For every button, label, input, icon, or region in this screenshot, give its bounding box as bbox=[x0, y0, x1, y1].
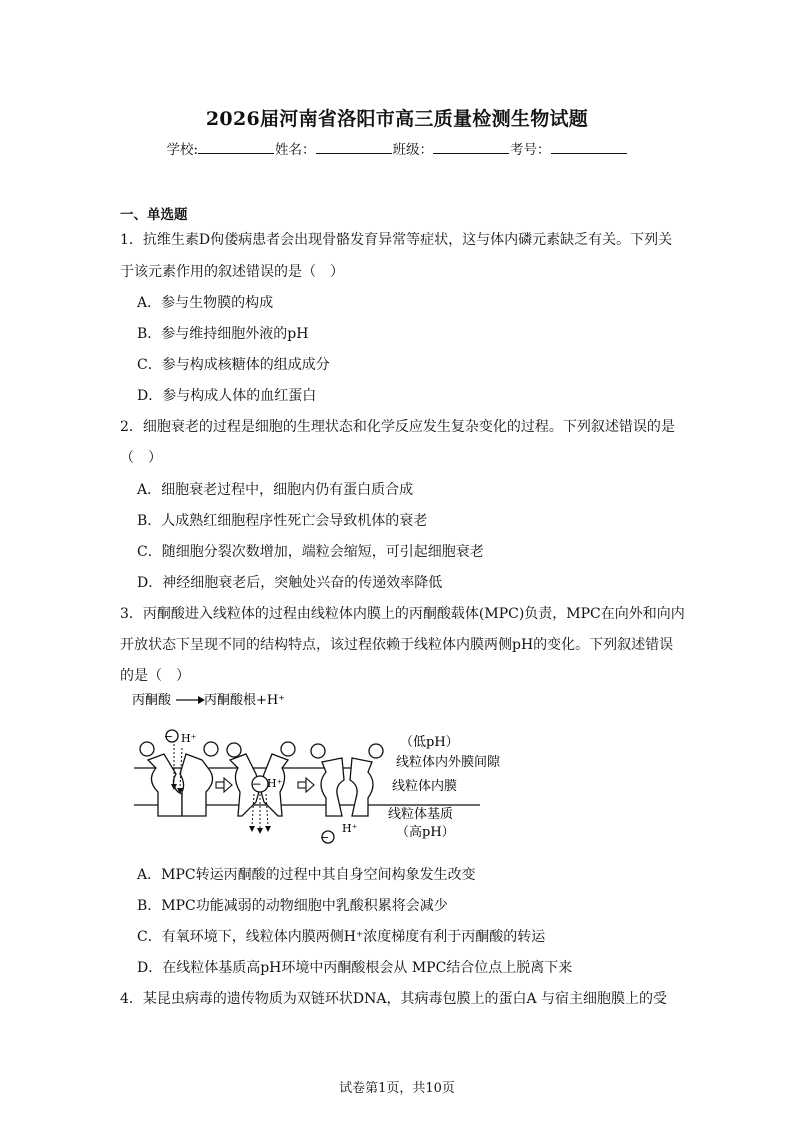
q2-option-a: A．细胞衰老过程中，细胞内仍有蛋白质合成 bbox=[137, 482, 414, 498]
number-blank bbox=[551, 141, 627, 154]
q3-stem-line2: 开放状态下呈现不同的结构特点，该过程依赖于线粒体内膜两侧pH的变化。下列叙述错误 bbox=[120, 637, 674, 653]
transition-arrow-1 bbox=[216, 778, 232, 792]
q3-stem-line3: 的是（ ） bbox=[120, 668, 190, 684]
matrix-label: 线粒体基质 bbox=[388, 807, 454, 822]
q2-option-c: C．随细胞分裂次数增加，端粒会缩短，可引起细胞衰老 bbox=[137, 544, 484, 560]
q3-stem-line1: 3．丙酮酸进入线粒体的过程由线粒体内膜上的丙酮酸载体(MPC)负责，MPC在向外和向内 bbox=[120, 606, 685, 622]
high-ph-label: （高pH） bbox=[396, 825, 455, 840]
q3-option-b: B．MPC功能减弱的动物细胞中乳酸积累将会减少 bbox=[137, 898, 448, 914]
q1-stem-line2: 于该元素作用的叙述错误的是（ ） bbox=[120, 264, 344, 280]
minus-sign-3: − bbox=[319, 831, 330, 844]
q3-option-c: C．有氧环境下，线粒体内膜两侧H⁺浓度梯度有利于丙酮酸的转运 bbox=[137, 929, 546, 945]
low-ph-label: （低pH） bbox=[400, 735, 459, 750]
q3-option-a: A．MPC转运丙酮酸的过程中其自身空间构象发生改变 bbox=[137, 867, 476, 883]
h-plus-label-top: H⁺ bbox=[181, 732, 197, 745]
inner-membrane-label: 线粒体内膜 bbox=[392, 779, 458, 794]
q1-option-d: D．参与构成人体的血红蛋白 bbox=[137, 388, 317, 404]
name-blank bbox=[316, 141, 392, 154]
minus-sign-1: − bbox=[163, 730, 174, 743]
student-info-row bbox=[0, 138, 794, 158]
intermembrane-space-label: 线粒体内外膜间隙 bbox=[396, 755, 501, 770]
h-plus-label-middle: H⁺ bbox=[267, 777, 283, 790]
page-title: 2026届河南省洛阳市高三质量检测生物试题 bbox=[205, 108, 589, 130]
number-label: 考号： bbox=[510, 142, 551, 158]
q1-stem-line1: 1．抗维生素D佝偻病患者会出现骨骼发育异常等症状，这与体内磷元素缺乏有关。下列关 bbox=[120, 232, 673, 248]
q2-stem-line1: 2．细胞衰老的过程是细胞的生理状态和化学反应发生复杂变化的过程。下列叙述错误的是 bbox=[120, 419, 675, 435]
reaction-left-label: 丙酮酸 bbox=[132, 693, 172, 708]
name-label: 姓名： bbox=[275, 142, 316, 158]
q1-option-b: B．参与维持细胞外液的pH bbox=[137, 326, 309, 342]
h-plus-label-bottom: H⁺ bbox=[342, 822, 358, 835]
school-blank bbox=[198, 141, 274, 154]
mpc-transport-diagram bbox=[120, 688, 520, 848]
q2-stem-line2: （ ） bbox=[120, 450, 162, 466]
minus-sign-2: − bbox=[251, 777, 262, 791]
page-footer: 试卷第1页，共10页 bbox=[339, 1081, 455, 1096]
q1-option-a: A．参与生物膜的构成 bbox=[137, 295, 274, 311]
q4-stem-line1: 4．某昆虫病毒的遗传物质为双链环状DNA，其病毒包膜上的蛋白A 与宿主细胞膜上的受 bbox=[120, 991, 668, 1007]
transition-arrow-2 bbox=[298, 778, 314, 792]
school-label: 学校: bbox=[166, 142, 199, 158]
mpc-carrier-outward bbox=[140, 730, 218, 816]
q1-option-c: C．参与构成核糖体的组成成分 bbox=[137, 357, 330, 373]
class-label: 班级： bbox=[392, 142, 434, 158]
reaction-right-label: 丙酮酸根+H⁺ bbox=[204, 693, 286, 708]
q2-option-b: B．人成熟红细胞程序性死亡会导致机体的衰老 bbox=[137, 513, 428, 529]
q3-option-d: D．在线粒体基质高pH环境中丙酮酸根会从 MPC结合位点上脱离下来 bbox=[137, 960, 573, 976]
class-blank bbox=[433, 141, 509, 154]
section-title: 一、单选题 bbox=[120, 207, 188, 223]
q2-option-d: D．神经细胞衰老后，突触处兴奋的传递效率降低 bbox=[137, 575, 443, 591]
